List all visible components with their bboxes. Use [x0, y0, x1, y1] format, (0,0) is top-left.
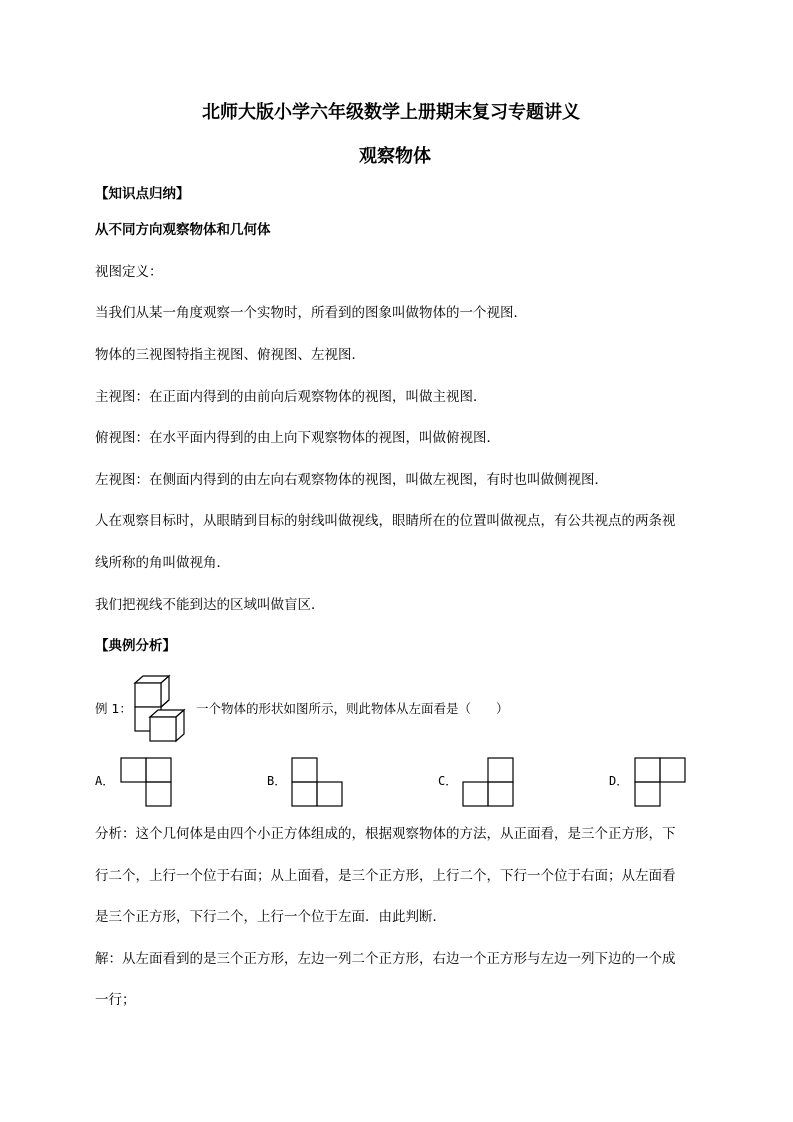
option-c-figure[interactable]	[462, 757, 514, 807]
text-line: 当我们从某一角度观察一个实物时，所看到的图象叫做物体的一个视图．	[95, 305, 527, 321]
option-d-figure[interactable]	[634, 757, 686, 807]
text-line: 左视图：在侧面内得到的由左向右观察物体的视图，叫做左视图，有时也叫做侧视图．	[95, 472, 608, 488]
solution-line: 一行；	[95, 992, 136, 1008]
section-heading-examples: 【典例分析】	[95, 638, 176, 654]
text-line: 俯视图：在水平面内得到的由上向下观察物体的视图，叫做俯视图．	[95, 430, 500, 446]
cube-stack-figure	[128, 673, 196, 745]
page-title: 北师大版小学六年级数学上册期末复习专题讲义	[202, 102, 580, 123]
page-subtitle: 观察物体	[359, 146, 431, 167]
text-line: 视图定义：	[95, 264, 163, 280]
text-line: 我们把视线不能到达的区域叫做盲区．	[95, 597, 325, 613]
analysis-line: 分析：这个几何体是由四个小正方体组成的，根据观察物体的方法，从正面看，是三个正方形，下	[95, 826, 676, 842]
topic-heading: 从不同方向观察物体和几何体	[95, 222, 271, 238]
text-line: 主视图：在正面内得到的由前向后观察物体的视图，叫做主视图．	[95, 389, 487, 405]
option-c-label[interactable]: C．	[438, 774, 458, 788]
solution-line: 解：从左面看到的是三个正方形，左边一列二个正方形，右边一个正方形与左边一列下边的一个成	[95, 951, 676, 967]
example-question: 一个物体的形状如图所示，则此物体从左面看是（ ）	[196, 701, 509, 716]
option-a-figure[interactable]	[120, 757, 172, 807]
text-line: 物体的三视图特指主视图、俯视图、左视图．	[95, 347, 365, 363]
option-b-figure[interactable]	[291, 757, 343, 807]
section-heading-summary: 【知识点归纳】	[95, 186, 190, 202]
example-label: 例 1：	[95, 701, 132, 716]
option-d-label[interactable]: D．	[609, 774, 629, 788]
text-line: 人在观察目标时，从眼睛到目标的射线叫做视线，眼睛所在的位置叫做视点，有公共视点的两条视	[95, 513, 676, 529]
option-a-label[interactable]: A．	[95, 774, 115, 788]
analysis-line: 是三个正方形，下行二个，上行一个位于左面．由此判断．	[95, 909, 446, 925]
option-b-label[interactable]: B．	[267, 774, 287, 788]
text-line: 线所称的角叫做视角．	[95, 555, 230, 571]
analysis-line: 行二个，上行一个位于右面；从上面看，是三个正方形，上行二个，下行一个位于右面；从左面看	[95, 868, 676, 884]
